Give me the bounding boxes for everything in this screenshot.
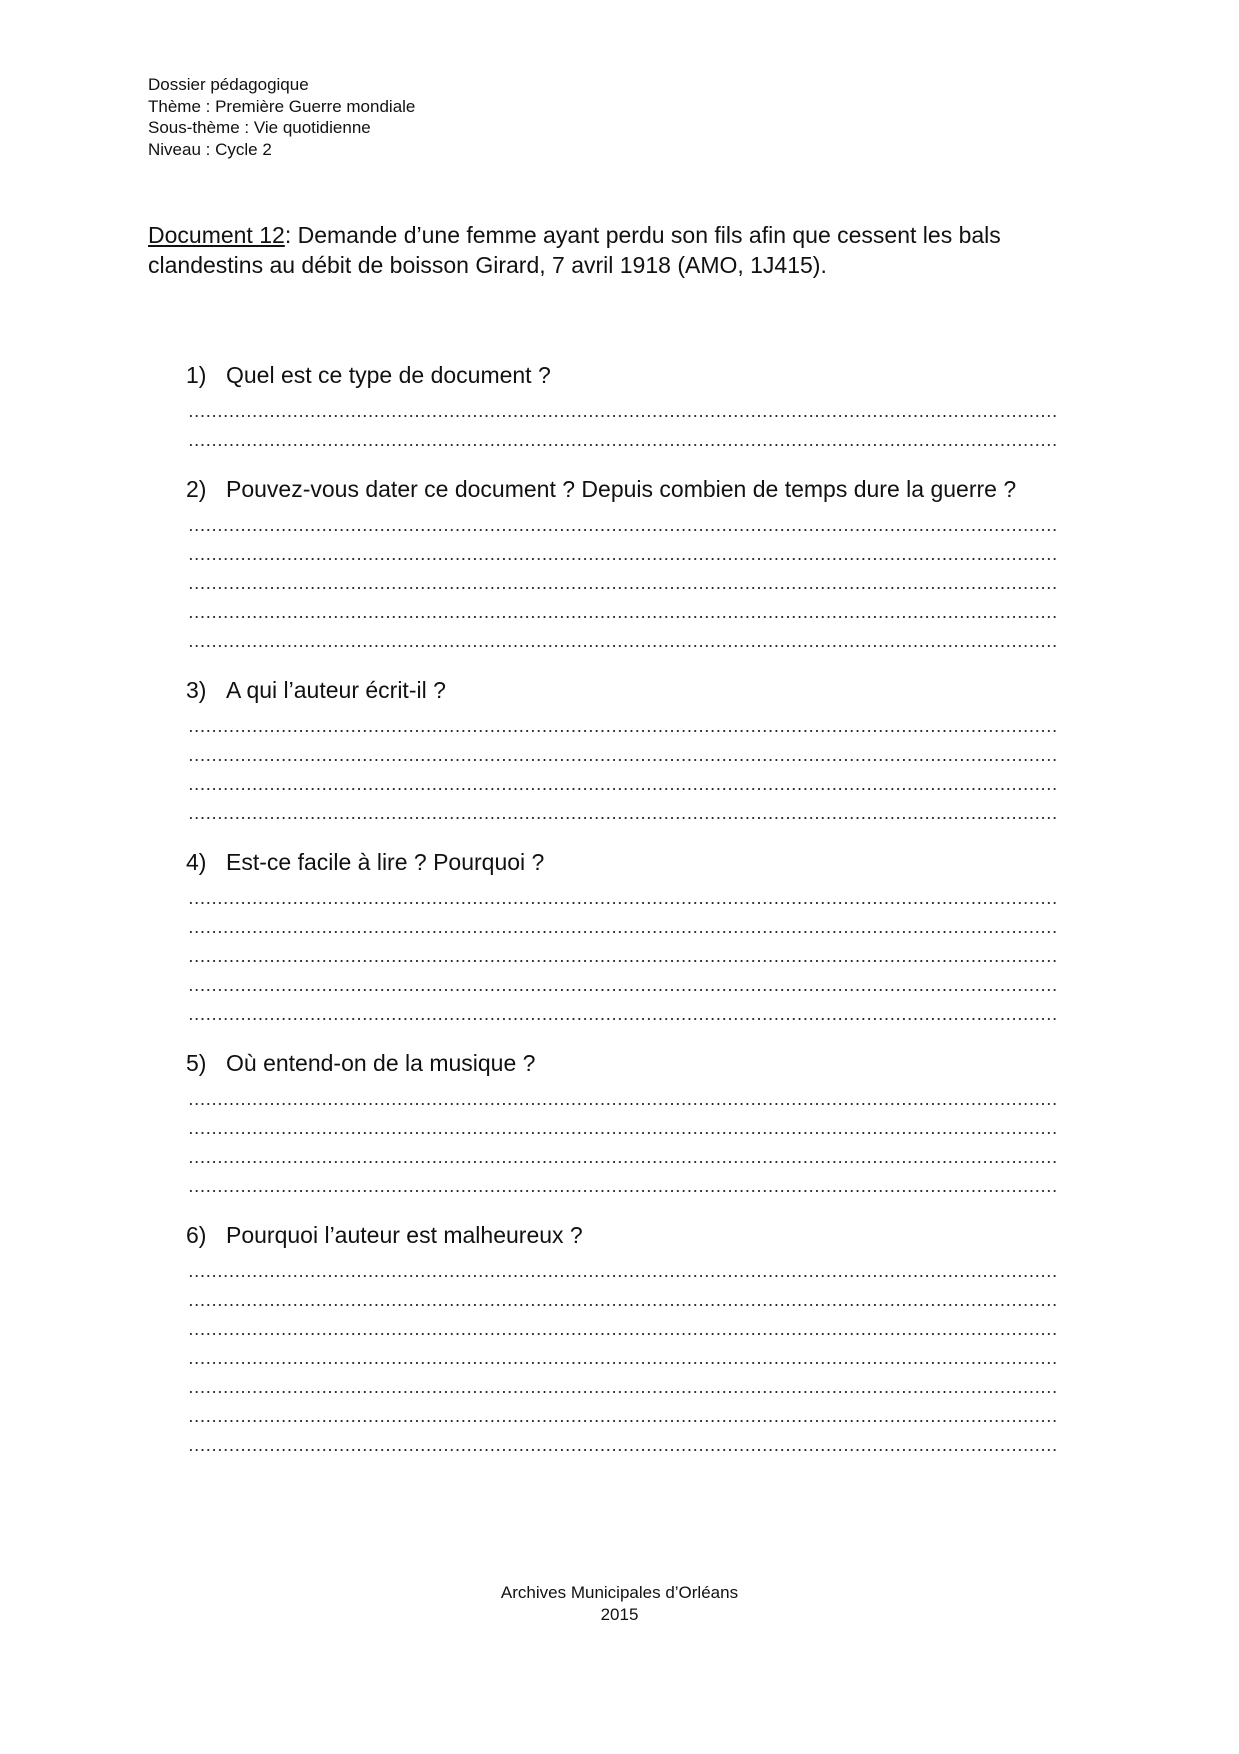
footer-archives: Archives Municipales d’Orléans [500,1583,739,1602]
answer-line[interactable] [186,879,1058,908]
dotted-rule [188,1449,1058,1451]
dotted-rule [188,960,1058,962]
question-text [186,847,1058,877]
dotted-rule [188,1304,1058,1306]
dotted-rule [188,1132,1058,1134]
question-text [186,675,1058,705]
document-label: Document 12 [148,222,285,248]
question-number: 4) [186,849,207,875]
header-dossier: Dossier pédagogique [148,75,309,94]
answer-line[interactable] [186,1252,1058,1281]
dotted-rule [188,616,1058,618]
question-number: 6) [186,1222,207,1248]
answer-line[interactable] [186,1397,1058,1426]
question-text [186,1048,1058,1078]
answer-line[interactable] [186,1281,1058,1310]
question-label: A qui l’auteur écrit-il ? [226,677,446,703]
question-block [186,474,1058,651]
answer-line[interactable] [186,622,1058,651]
header-sous-theme: Sous-thème : Vie quotidienne [148,118,371,137]
question-label: Pourquoi l’auteur est malheureux ? [226,1222,583,1248]
page-footer [0,1582,1239,1626]
dotted-rule [188,730,1058,732]
dotted-rule [188,759,1058,761]
document-description-line1: : Demande d’une femme ayant perdu son fils afin que cessent les bals [284,222,1001,248]
answer-line[interactable] [186,421,1058,450]
question-text [186,360,1058,390]
dotted-rule [188,558,1058,560]
dotted-rule [188,645,1058,647]
question-label: Quel est ce type de document ? [226,362,551,388]
answer-line[interactable] [186,535,1058,564]
answer-area[interactable] [186,506,1058,651]
answer-line[interactable] [186,736,1058,765]
document-header [148,74,415,160]
answer-area[interactable] [186,1252,1058,1455]
dotted-rule [188,444,1058,446]
header-niveau: Niveau : Cycle 2 [148,139,272,159]
answer-line[interactable] [186,937,1058,966]
answer-line[interactable] [186,1426,1058,1455]
dotted-rule [188,1420,1058,1422]
question-text [186,474,1058,504]
dotted-rule [188,1275,1058,1277]
answer-line[interactable] [186,1109,1058,1138]
answer-line[interactable] [186,1138,1058,1167]
answer-area[interactable] [186,707,1058,823]
dotted-rule [188,902,1058,904]
dotted-rule [188,1018,1058,1020]
answer-line[interactable] [186,1167,1058,1196]
dotted-rule [188,1333,1058,1335]
answer-area[interactable] [186,392,1058,450]
questions-list [186,360,1058,1479]
question-label: Est-ce facile à lire ? Pourquoi ? [226,849,545,875]
dotted-rule [188,1161,1058,1163]
question-block [186,1048,1058,1196]
dotted-rule [188,1362,1058,1364]
question-number: 5) [186,1050,207,1076]
answer-line[interactable] [186,1368,1058,1397]
footer-year: 2015 [600,1605,639,1624]
dotted-rule [188,415,1058,417]
answer-line[interactable] [186,765,1058,794]
dotted-rule [188,1103,1058,1105]
dotted-rule [188,1190,1058,1192]
answer-line[interactable] [186,392,1058,421]
dotted-rule [188,529,1058,531]
question-number: 3) [186,677,207,703]
answer-line[interactable] [186,966,1058,995]
dotted-rule [188,587,1058,589]
question-block [186,360,1058,450]
question-block [186,1220,1058,1455]
question-number: 2) [186,476,207,502]
answer-line[interactable] [186,1310,1058,1339]
question-number: 1) [186,362,207,388]
answer-line[interactable] [186,593,1058,622]
answer-line[interactable] [186,564,1058,593]
document-description-line2: clandestins au débit de boisson Girard, 7 avril 1918 (AMO, 1J415). [148,252,827,278]
answer-line[interactable] [186,995,1058,1024]
dotted-rule [188,1391,1058,1393]
document-title [148,220,1088,280]
dotted-rule [188,989,1058,991]
header-theme: Thème : Première Guerre mondiale [148,96,416,116]
dotted-rule [188,817,1058,819]
answer-line[interactable] [186,1080,1058,1109]
dotted-rule [188,788,1058,790]
question-block [186,847,1058,1024]
answer-line[interactable] [186,506,1058,535]
question-label: Où entend-on de la musique ? [226,1050,536,1076]
answer-line[interactable] [186,707,1058,736]
answer-line[interactable] [186,908,1058,937]
answer-line[interactable] [186,1339,1058,1368]
question-text [186,1220,1058,1250]
question-block [186,675,1058,823]
answer-line[interactable] [186,794,1058,823]
answer-area[interactable] [186,879,1058,1024]
answer-area[interactable] [186,1080,1058,1196]
question-label: Pouvez-vous dater ce document ? Depuis combien de temps dure la guerre ? [226,476,1017,502]
dotted-rule [188,931,1058,933]
